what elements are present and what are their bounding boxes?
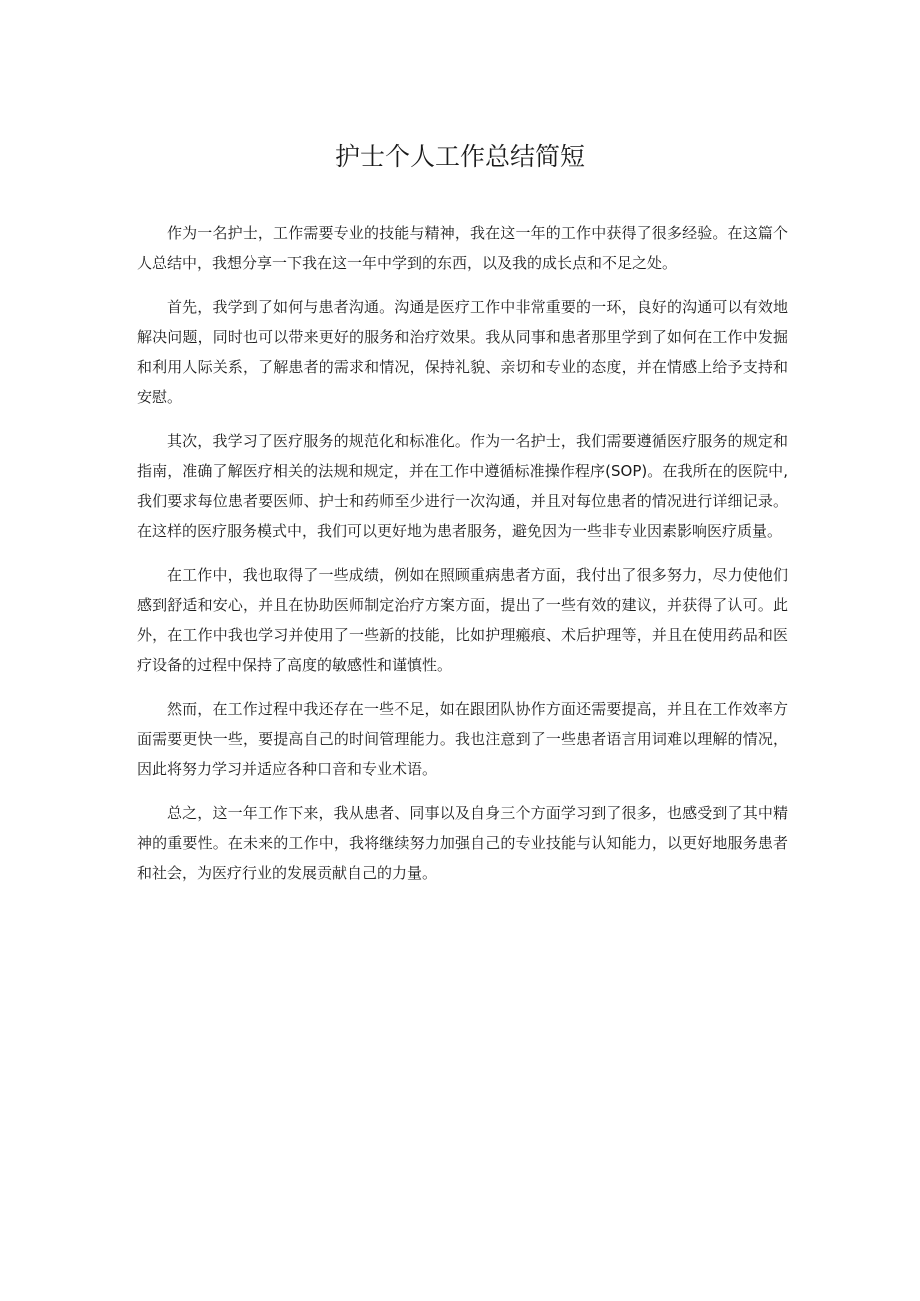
- paragraph-intro: 作为一名护士，工作需要专业的技能与精神，我在这一年的工作中获得了很多经验。在这篇个人总结中，我想分享一下我在这一年中学到的东西，以及我的成长点和不足之处。: [137, 224, 788, 272]
- document-title: 护士个人工作总结简短: [334, 142, 585, 171]
- paragraph-standardization: 其次，我学习了医疗服务的规范化和标准化。作为一名护士，我们需要遵循医疗服务的规定和指南，准确了解医疗相关的法规和规定，并在工作中遵循标准操作程序(SOP)。在我所在的医院中,我们要求每位患者要医师、护士和药师至少进行一次沟通，并且对每位患者的情况进行详细记录。在这样的医疗服务模式中，我们可以更好地为患者服务，避免因为一些非专业因素影响医疗质量。: [137, 432, 788, 540]
- paragraph-communication: 首先，我学到了如何与患者沟通。沟通是医疗工作中非常重要的一环，良好的沟通可以有效地解决问题，同时也可以带来更好的服务和治疗效果。我从同事和患者那里学到了如何在工作中发掘和利用人际关系，了解患者的需求和情况，保持礼貌、亲切和专业的态度，并在情感上给予支持和安慰。: [137, 298, 788, 406]
- paragraph-conclusion: 总之，这一年工作下来，我从患者、同事以及自身三个方面学习到了很多，也感受到了其中精神的重要性。在未来的工作中，我将继续努力加强自己的专业技能与认知能力，以更好地服务患者和社会，为医疗行业的发展贡献自己的力量。: [137, 804, 788, 882]
- document-body: [137, 218, 788, 902]
- paragraph-shortcomings: 然而，在工作过程中我还存在一些不足，如在跟团队协作方面还需要提高，并且在工作效率方面需要更快一些，要提高自己的时间管理能力。我也注意到了一些患者语言用词难以理解的情况，因此将努力学习并适应各种口音和专业术语。: [137, 700, 788, 778]
- paragraph-achievements: 在工作中，我也取得了一些成绩，例如在照顾重病患者方面，我付出了很多努力，尽力使他们感到舒适和安心，并且在协助医师制定治疗方案方面，提出了一些有效的建议，并获得了认可。此外，在工作中我也学习并使用了一些新的技能，比如护理瘢痕、术后护理等，并且在使用药品和医疗设备的过程中保持了高度的敏感性和谨慎性。: [137, 566, 788, 674]
